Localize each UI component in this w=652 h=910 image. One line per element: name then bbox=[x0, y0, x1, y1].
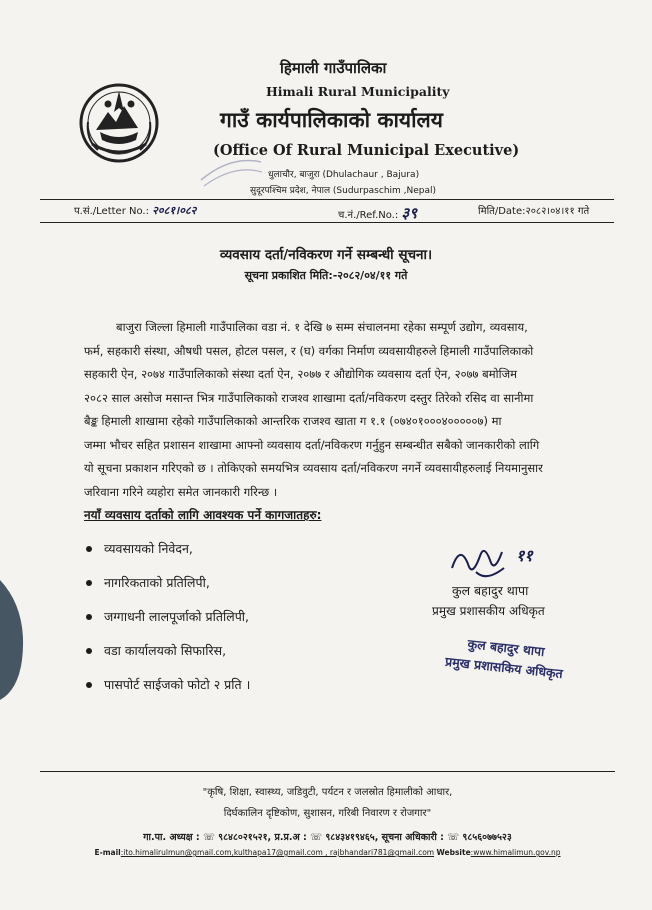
official-stamp bbox=[438, 631, 571, 684]
municipality-name-english: Himali Rural Municipality bbox=[266, 84, 450, 99]
notice-body-line: बैङ्क हिमाली शाखामा रहेको गाउँपालिकाको आन्तरिक राजश्व खाता ग १.१ (०७४०१०००४०००००७) मा bbox=[84, 414, 502, 428]
documents-list bbox=[86, 540, 250, 710]
issue-date-value: २०८२।०४।११ गते bbox=[525, 206, 590, 217]
website-link[interactable]: :www.himalimun.gov.np bbox=[470, 848, 561, 857]
list-item: जग्गाधनी लालपूर्जाको प्रतिलिपी, bbox=[86, 608, 250, 642]
footer-rule bbox=[40, 771, 615, 772]
signature-icon bbox=[446, 538, 526, 588]
documents-heading: नयाँ व्यवसाय दर्ताको लागि आवश्यक पर्ने कागजातहरु: bbox=[84, 508, 322, 522]
list-item: नागरिकताको प्रतिलिपी, bbox=[86, 574, 250, 608]
issue-date-label: मिति/Date: bbox=[478, 206, 526, 217]
nepal-emblem-icon bbox=[78, 82, 160, 164]
municipality-name-nepali: हिमाली गाउँपालिका bbox=[280, 59, 387, 77]
issue-date bbox=[478, 203, 589, 217]
reference-number-label: च.नं./Ref.No.: bbox=[338, 210, 399, 221]
list-item: वडा कार्यालयको सिफारिस, bbox=[86, 642, 250, 676]
notice-body-line: २०८२ साल असोज मसान्त भित्र गाउँपालिकाको राजश्व शाखामा दर्ता/नविकरण दस्तुर तिरेको रसिद वा सानीमा bbox=[84, 390, 534, 405]
signatory-name: कुल बहादुर थापा bbox=[452, 583, 529, 598]
signatory-designation: प्रमुख प्रशासकीय अधिकृत bbox=[432, 604, 545, 618]
stamp-name: कुल बहादुर थापा bbox=[466, 636, 546, 660]
notice-body-line: फर्म, सहकारी संस्था, औषधी पसल, होटल पसल, र (घ) वर्गका निर्माण व्यवसायीहरुले हिमाली गाउँपालिकाको bbox=[84, 343, 534, 358]
stamp-designation: प्रमुख प्रशासकिय अधिकृत bbox=[444, 653, 564, 682]
office-name-nepali: गाउँ कार्यपालिकाको कार्यालय bbox=[220, 108, 443, 132]
letter-number bbox=[74, 203, 196, 218]
address-line-1: धुलाचौर, बाजुरा (Dhulachaur , Bajura) bbox=[268, 170, 420, 180]
letter-number-value: २०८१।०८२ bbox=[152, 204, 197, 217]
address-line-2: सुदूरपश्चिम प्रदेश, नेपाल (Sudurpaschim ,Nepal) bbox=[250, 186, 437, 196]
notice-published-date: सूचना प्रकाशित मिति:-२०८२/०४/११ गते bbox=[244, 269, 408, 282]
notice-title: व्यवसाय दर्ता/नविकरण गर्ने सम्बन्धी सूचना। bbox=[219, 247, 433, 263]
notice-body-line: जरिवाना गरिने व्यहोरा समेत जानकारी गरिन्छ । bbox=[84, 484, 278, 499]
scan-shadow-icon bbox=[0, 580, 30, 700]
signature-date: ११ bbox=[516, 546, 533, 565]
footer-slogan-line-2: दिर्घकालिन दृष्टिकोण, सुशासन, गरिबी निवारण र रोजगार" bbox=[223, 808, 432, 819]
email-label: E-mail bbox=[94, 848, 121, 857]
notice-body-line: यो सूचना प्रकाशन गरिएको छ । तोकिएको समयभित्र व्यवसाय दर्ता/नविकरण नगर्ने व्यवसायीहरुलाई नियमानुसार bbox=[84, 461, 543, 475]
notice-body-line: बाजुरा जिल्ला हिमाली गाउँपालिका वडा नं. १ देखि ७ सम्म संचालनमा रहेका सम्पूर्ण उद्योग, व्यवसाय, bbox=[116, 320, 528, 334]
faded-stamp-icon bbox=[196, 150, 266, 190]
list-item: पासपोर्ट साईजको फोटो २ प्रति । bbox=[86, 676, 250, 710]
list-item: व्यवसायको निवेदन, bbox=[86, 540, 250, 574]
website-label: Website bbox=[436, 848, 471, 857]
header-rule-bottom bbox=[40, 222, 614, 223]
footer-slogan-line-1: "कृषि, शिक्षा, स्वास्थ्य, जडिवुटी, पर्यटन र जलस्रोत हिमालीको आधार, bbox=[202, 787, 453, 798]
notice-body bbox=[84, 316, 543, 504]
office-name-english: (Office Of Rural Municipal Executive) bbox=[213, 142, 520, 159]
letter-number-label: प.सं./Letter No.: bbox=[74, 206, 149, 217]
notice-body-line: सहकारी ऐन, २०७४ गाउँपालिकाको संस्था दर्ता ऐन, २०७७ र औद्योगिक व्यवसाय दर्ता ऐन, २०७७ बमोजिम bbox=[84, 367, 517, 381]
notice-body-line: जम्मा भौचर सहित प्रशासन शाखामा आफ्नो व्यवसाय दर्ता/नविकरण गर्नुहुन सम्बन्धीत सबैको जानकारीको लागि bbox=[84, 437, 540, 452]
footer-contacts: गा.पा. अध्यक्ष : ☏ ९८४८०२१५२१, प्र.प्र.अ : ☏ ९८४३४१९४६५, सूचना अधिकारी : ☏ ९८५६०७७५२३ bbox=[143, 832, 512, 843]
email-links[interactable]: :ito.himalirulmun@gmail.com,kulthapa17@gmail.com , rajbhandari781@gmail.com bbox=[120, 848, 435, 857]
reference-number bbox=[338, 203, 417, 223]
footer-email-website bbox=[40, 848, 615, 857]
reference-number-value: ३९ bbox=[401, 204, 418, 222]
header-rule-top bbox=[40, 199, 614, 200]
